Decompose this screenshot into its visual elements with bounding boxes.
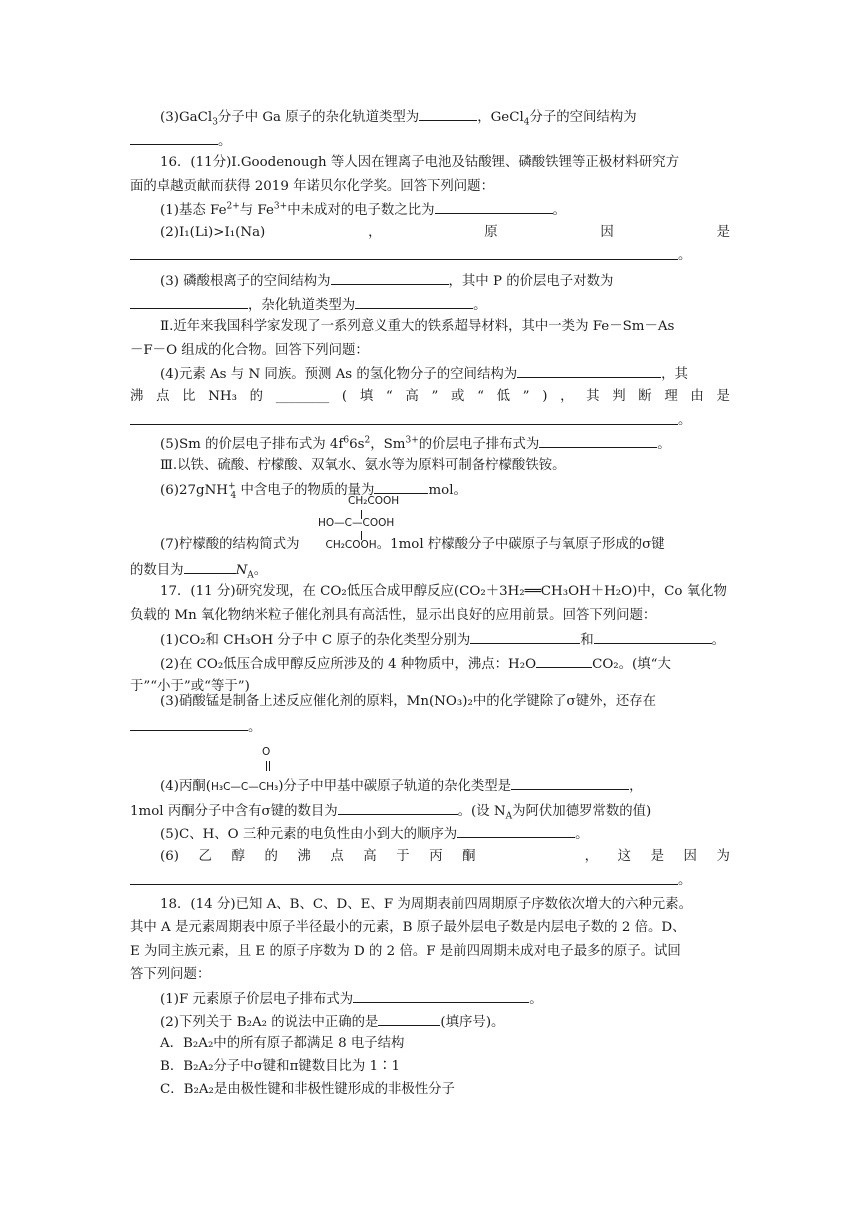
q18-intro-line2: 其中 A 是元素周期表中原子半径最小的元素，B 原子最外层电子数是内层电子数的 2 倍。D、	[130, 920, 686, 935]
q17-part6: (6) 乙 醇 的 沸 点 高 于 丙 酮 ， 这 是 因 为	[160, 849, 730, 864]
q16-section3: Ⅲ.以铁、硫酸、柠檬酸、双氧水、氨水等为原料可制备柠檬酸铁铵。	[160, 458, 566, 473]
citric-acid-middle: HO—C—COOH	[318, 517, 395, 529]
acetone-chain: H₃C—C—CH₃	[210, 781, 279, 793]
answer-blank[interactable]	[539, 433, 657, 448]
answer-blank[interactable]	[331, 270, 449, 285]
answer-blank[interactable]	[470, 629, 580, 644]
answer-blank[interactable]	[419, 106, 477, 121]
q17-part2-line2: 于”“小于”或“等于”)	[130, 679, 250, 694]
answer-blank[interactable]	[517, 363, 661, 378]
q16-section2-line2: －F－O 组成的化合物。回答下列问题：	[130, 343, 369, 358]
q16-part6: (6)27gNH+$_4$ 中含电子的物质的量为 mol。	[160, 479, 730, 501]
q18-intro-line4: 答下列问题：	[130, 967, 211, 982]
q15-3-line2: 。	[130, 130, 730, 152]
answer-line[interactable]	[130, 884, 678, 885]
answer-blank[interactable]	[457, 823, 575, 838]
answer-blank[interactable]	[130, 294, 248, 309]
answer-blank[interactable]	[594, 629, 712, 644]
answer-blank[interactable]	[353, 988, 529, 1003]
q15-3-line1: (3)GaCl$_3$分子中 Ga 原子的杂化轨道类型为 ，GeCl$_4$分子的空间结构为	[160, 106, 730, 128]
q16-part7-line2: 的数目为 $N_A$。	[130, 559, 730, 581]
q16-part1: (1)基态 $Fe^{2+}$与 $Fe^{3+}$中未成对的电子数之比为 。	[160, 199, 730, 221]
q18-intro-line3: E 为同主族元素，且 E 的原子序数为 D 的 2 倍。F 是前四周期未成对电子最多的原子。试回	[130, 944, 681, 959]
q18-option-b: B．B₂A₂分子中σ键和π键数目比为 1∶1	[160, 1059, 401, 1074]
answer-blank[interactable]	[130, 130, 218, 145]
q17-intro-line1: 17．(11 分)研究发现，在 CO₂低压合成甲醇反应(CO₂＋3H₂══CH₃OH＋H₂O)中，Co 氧化物	[160, 584, 727, 599]
q17-part4-line2: 1mol 丙酮分子中含有σ键的数目为 。(设 $N_A$为阿伏加德罗常数的值)	[130, 800, 730, 822]
acetone-oxygen: O	[262, 746, 271, 758]
q17-part5: (5)C、H、O 三种元素的电负性由小到大的顺序为 。	[160, 823, 730, 845]
q16-part5: (5)Sm 的价层电子排布式为 $4f^66s^2$，$Sm^{3+}$的价层电子排布式为 。	[160, 433, 730, 455]
q16-part3-line2: ，杂化轨道类型为 。	[130, 294, 730, 316]
q17-part2-line1: (2)在 CO₂低压合成甲醇反应所涉及的 4 种物质中，沸点：H₂O CO₂。(填“大	[160, 653, 730, 675]
q17-part3-line1: (3)硝酸锰是制备上述反应催化剂的原料，Mn(NO₃)₂中的化学键除了σ键外，还存在	[160, 694, 657, 709]
q18-option-c: C．B₂A₂是由极性键和非极性键形成的非极性分子	[160, 1082, 455, 1097]
q18-intro-line1: 18．(14 分)已知 A、B、C、D、E、F 为周期表前四周期原子序数依次增大的六种元素。	[160, 897, 692, 912]
q16-part2: (2)I₁(Li)>I₁(Na) ， 原 因 是	[160, 225, 730, 240]
q16-intro-line1: 16．(11分)Ⅰ.Goodenough 等人因在锂离子电池及钴酸锂、磷酸铁锂等正极材料研究方	[160, 155, 680, 170]
q16-part3-line1: (3) 磷酸根离子的空间结构为 ，其中 P 的价层电子对数为	[160, 270, 730, 292]
citric-acid-bottom: CH₂COOH	[325, 539, 377, 551]
period: 。	[678, 248, 692, 263]
answer-line[interactable]	[130, 259, 678, 260]
q16-part4-line1: (4)元素 As 与 N 同族。预测 As 的氢化物分子的空间结构为 ，其	[160, 363, 730, 385]
answer-line[interactable]	[130, 424, 678, 425]
q16-section2-line1: Ⅱ.近年来我国科学家发现了一系列意义重大的铁系超导材料，其中一类为 Fe－Sm－As	[160, 319, 675, 334]
citric-acid-top: CH₂COOH	[348, 495, 400, 507]
answer-blank[interactable]	[184, 559, 236, 574]
answer-blank[interactable]	[338, 800, 458, 815]
q18-part2: (2)下列关于 B₂A₂ 的说法中正确的是 (填序号)。	[160, 1011, 730, 1033]
q16-intro-line2: 面的卓越贡献而获得 2019 年诺贝尔化学奖。回答下列问题：	[130, 179, 494, 194]
double-bond	[266, 761, 267, 771]
answer-blank[interactable]	[378, 1011, 440, 1026]
period: 。	[678, 873, 692, 888]
spacer	[495, 847, 565, 861]
q16-part7-line1: (7)柠檬酸的结构简式为 CH₂COOH。1mol 柠檬酸分子中碳原子与氧原子形成的σ键	[160, 537, 665, 552]
q16-part4-line2: 沸 点 比 NH₃ 的 ________ ( 填 “ 高 ” 或 “ 低 ” ) ， 其 判 断 理 由 是	[130, 389, 730, 404]
q18-part1: (1)F 元素原子价层电子排布式为 。	[160, 988, 730, 1010]
answer-blank[interactable]	[374, 479, 428, 494]
answer-blank[interactable]	[130, 716, 248, 731]
q17-part3-line2: 。	[130, 716, 730, 738]
period: 。	[678, 413, 692, 428]
q17-part1: (1)CO₂和 CH₃OH 分子中 C 原子的杂化类型分别为 和 。	[160, 629, 730, 651]
answer-blank[interactable]	[435, 199, 553, 214]
answer-blank[interactable]	[511, 775, 629, 790]
answer-blank[interactable]	[355, 294, 473, 309]
q17-part4-line1: (4)丙酮(H₃C—C—CH₃)分子中甲基中碳原子轨道的杂化类型是 ，	[160, 775, 730, 797]
double-bond	[269, 761, 270, 771]
q17-intro-line2: 负载的 Mn 氧化物纳米粒子催化剂具有高活性，显示出良好的应用前景。回答下列问题：	[130, 608, 657, 623]
q18-option-a: A．B₂A₂中的所有原子都满足 8 电子结构	[160, 1036, 405, 1051]
answer-blank[interactable]	[536, 653, 592, 668]
